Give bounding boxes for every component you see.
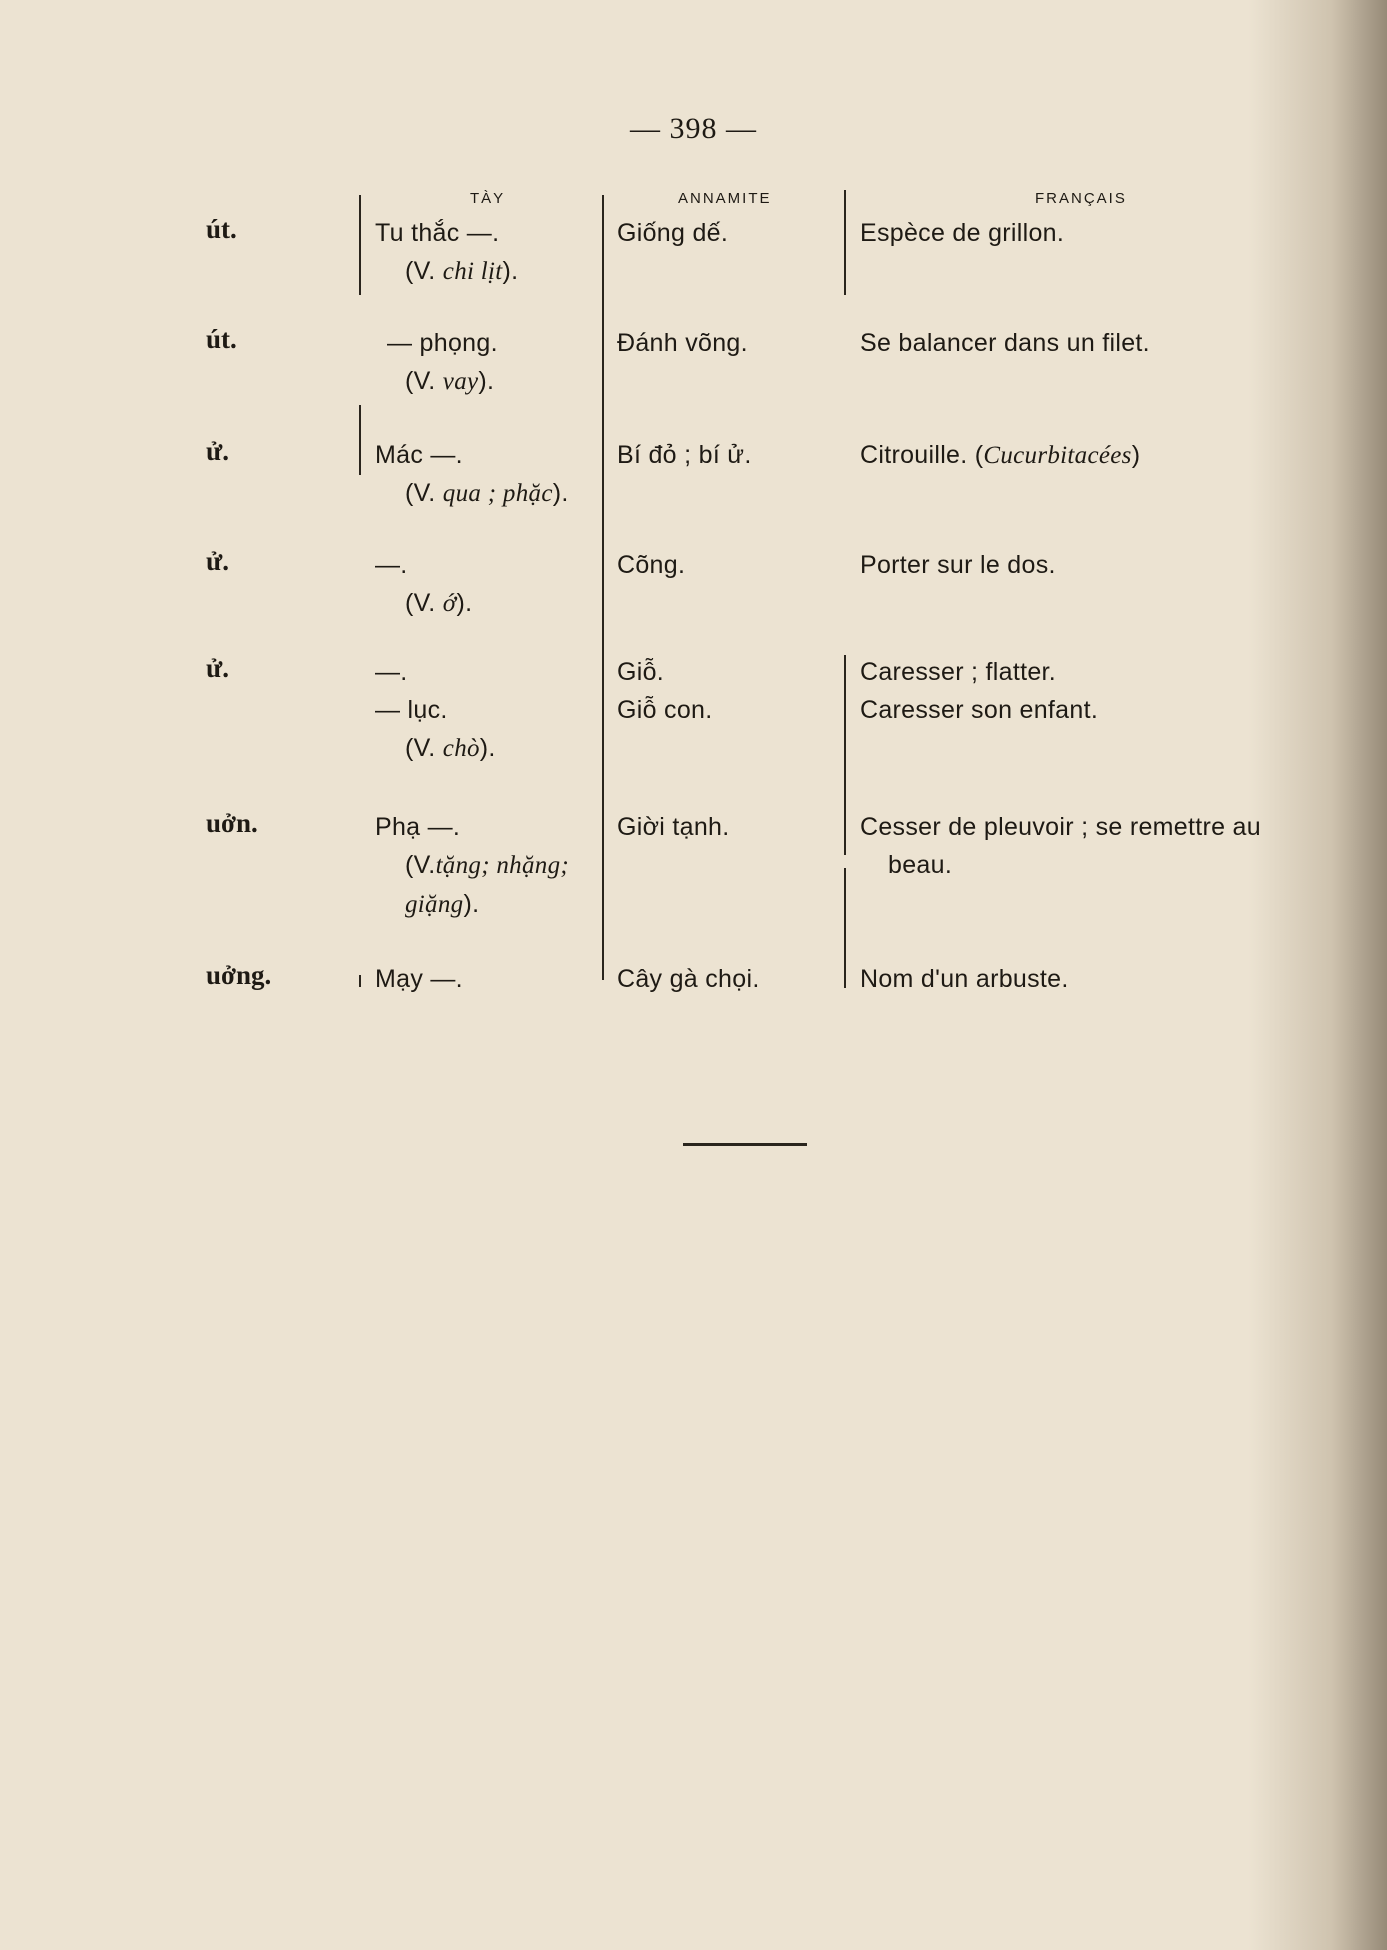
french-cell (860, 808, 1261, 884)
entry-headword: uởng. (206, 960, 272, 990)
tay-reference: qua ; phặc (442, 480, 553, 507)
annamite-text: Cõng. (617, 551, 686, 579)
tay-cell: Tu thắc —. (V. chi lịt). (375, 214, 518, 291)
entry-headword: ử. (206, 653, 229, 683)
tay-reference: chi lịt (442, 258, 503, 285)
tay-text: — phọng. (387, 329, 498, 357)
column-divider (844, 655, 846, 855)
column-divider (844, 868, 846, 988)
french-main: Citrouille. (860, 441, 968, 469)
annamite-text: Giời tạnh. (617, 813, 730, 841)
french-text: Caresser ; flatter. (860, 658, 1057, 686)
french-text: Cesser de pleuvoir ; se remettre au (860, 813, 1261, 841)
french-text-2: beau. (888, 851, 953, 879)
entry-headword: ử. (206, 436, 229, 466)
tay-text: Phạ —. (375, 813, 461, 841)
entry-headword: uởn. (206, 808, 258, 838)
tay-cell: —. — lục. (V. chò). (375, 653, 496, 768)
column-divider (359, 975, 361, 987)
french-text-2: Caresser son enfant. (860, 696, 1099, 724)
tay-reference-2: giặng (405, 891, 464, 918)
tay-text-2: — lục. (375, 696, 448, 724)
annamite-cell (617, 653, 713, 729)
french-text: Espèce de grillon. (860, 219, 1065, 247)
annamite-text: Đánh võng. (617, 329, 748, 357)
column-header-francais: FRANÇAIS (1035, 190, 1127, 207)
french-text: Se balancer dans un filet. (860, 329, 1150, 357)
annamite-text: Giống dế. (617, 219, 729, 247)
tay-cell: — phọng. (V. vay). (375, 324, 498, 401)
tay-text: —. (375, 551, 408, 579)
tay-cell: Mác —. (V. qua ; phặc). (375, 436, 569, 513)
tay-text: —. (375, 658, 408, 686)
annamite-text: Giỗ. (617, 658, 665, 686)
entry-headword: út. (206, 324, 237, 354)
column-header-annamite: ANNAMITE (678, 190, 772, 207)
annamite-text: Bí đỏ ; bí ử. (617, 441, 752, 469)
french-text: Porter sur le dos. (860, 551, 1056, 579)
tay-reference: ớ (442, 590, 457, 617)
tay-reference: tặng; nhặng; (435, 852, 570, 879)
column-header-tay: TÀY (470, 190, 506, 207)
annamite-text-2: Giỗ con. (617, 696, 713, 724)
tay-text: Mác —. (375, 441, 463, 469)
french-family: Cucurbitacées (983, 442, 1132, 469)
french-text: Nom d'un arbuste. (860, 965, 1069, 993)
tay-text: Mạy —. (375, 965, 463, 993)
entry-headword: ử. (206, 546, 229, 576)
tay-reference: vay (442, 368, 479, 395)
column-divider (359, 405, 361, 475)
tay-text: Tu thắc —. (375, 219, 500, 247)
french-cell (860, 653, 1098, 729)
column-divider (359, 195, 361, 295)
column-divider (602, 195, 604, 980)
french-text: Citrouille. (Cucurbitacées) (860, 441, 1141, 469)
page-number: — 398 — (630, 112, 757, 145)
tay-reference: chò (442, 735, 480, 762)
end-rule (683, 1143, 807, 1146)
tay-cell: —. (V. ớ). (375, 546, 472, 623)
tay-cell: Phạ —. (V.tặng; nhặng; giặng). (375, 808, 569, 924)
annamite-text: Cây gà chọi. (617, 965, 760, 993)
column-divider (844, 190, 846, 295)
entry-headword: út. (206, 214, 237, 244)
